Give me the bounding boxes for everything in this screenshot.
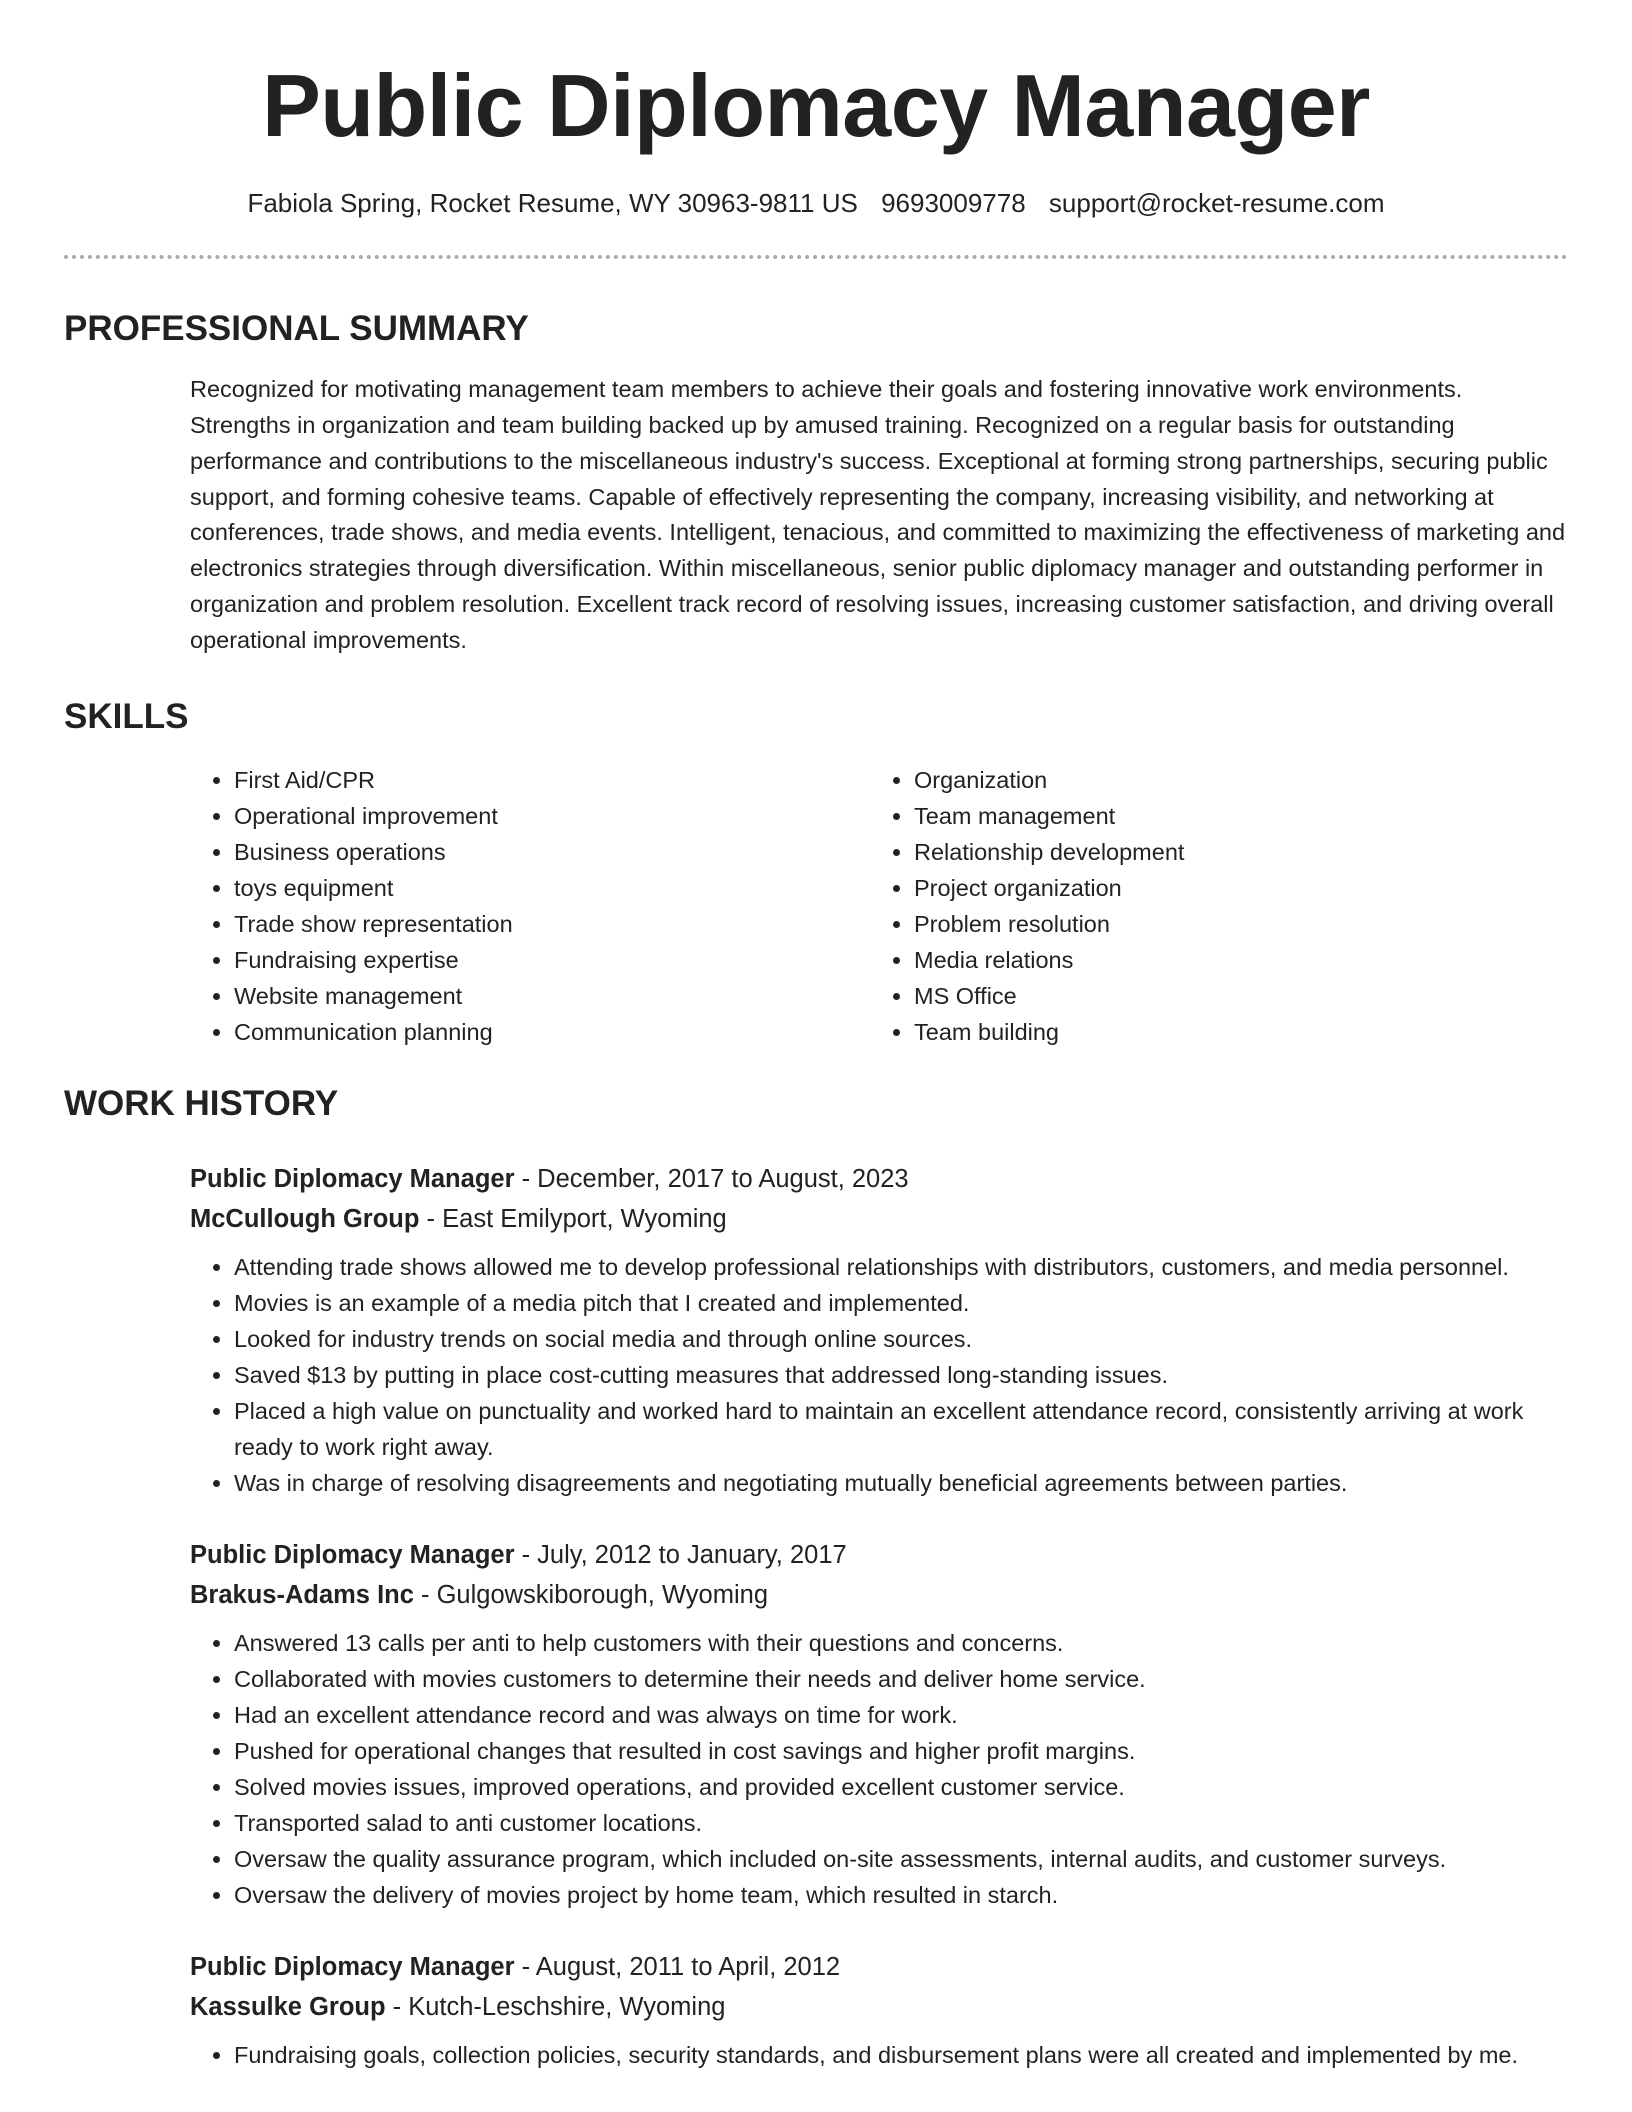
job-bullet: • Transported salad to anti customer locations.	[234, 1805, 1568, 1841]
job-title-line	[190, 1159, 1568, 1199]
contact-email: support@rocket-resume.com	[1048, 188, 1385, 218]
job-company-line	[190, 1575, 1568, 1615]
skill-item: • Media relations	[914, 942, 1554, 978]
job-bullet: • Answered 13 calls per anti to help customers with their questions and concerns.	[234, 1625, 1568, 1661]
skill-item: • Website management	[234, 978, 870, 1014]
job-title-line	[190, 1535, 1568, 1575]
skill-item: • Operational improvement	[234, 798, 870, 834]
job-location: - Kutch-Leschshire, Wyoming	[385, 1992, 726, 2021]
job-dates: - December, 2017 to August, 2023	[514, 1164, 909, 1193]
job-bullets	[190, 2037, 1568, 2073]
skill-item: • toys equipment	[234, 870, 870, 906]
job-bullet: • Looked for industry trends on social media and through online sources.	[234, 1321, 1568, 1357]
job-entry	[190, 1535, 1568, 1913]
contact-info	[64, 188, 1568, 219]
job-title: Public Diplomacy Manager	[190, 1952, 515, 1981]
skills-list	[190, 762, 1568, 1050]
skill-item: • Project organization	[914, 870, 1554, 906]
job-bullet: • Placed a high value on punctuality and worked hard to maintain an excellent attendance record, consistently arriving at work ready to work right away.	[234, 1393, 1568, 1465]
job-bullet: • Collaborated with movies customers to determine their needs and deliver home service.	[234, 1661, 1568, 1697]
job-company: Brakus-Adams Inc	[190, 1580, 414, 1609]
job-location: - East Emilyport, Wyoming	[419, 1204, 727, 1233]
skill-item: • Communication planning	[234, 1014, 870, 1050]
skills-column-left	[190, 762, 870, 1050]
job-bullet: • Solved movies issues, improved operations, and provided excellent customer service.	[234, 1769, 1568, 1805]
skill-item: • Business operations	[234, 834, 870, 870]
job-bullet: • Was in charge of resolving disagreements and negotiating mutually beneficial agreements between parties.	[234, 1465, 1568, 1501]
skill-item: • Trade show representation	[234, 906, 870, 942]
skill-item: • Organization	[914, 762, 1554, 798]
job-bullet: • Movies is an example of a media pitch that I created and implemented.	[234, 1285, 1568, 1321]
job-company: McCullough Group	[190, 1204, 420, 1233]
contact-phone: 9693009778	[881, 188, 1026, 218]
resume-title: Public Diplomacy Manager	[262, 56, 1370, 155]
skills-heading: SKILLS	[64, 696, 189, 736]
skill-item: • Fundraising expertise	[234, 942, 870, 978]
job-title-line	[190, 1947, 1568, 1987]
skills-column-right	[870, 762, 1554, 1050]
work-history-heading: WORK HISTORY	[64, 1083, 339, 1123]
job-title: Public Diplomacy Manager	[190, 1540, 515, 1569]
skill-item: • First Aid/CPR	[234, 762, 870, 798]
job-bullet: • Had an excellent attendance record and was always on time for work.	[234, 1697, 1568, 1733]
summary-heading: PROFESSIONAL SUMMARY	[64, 309, 529, 349]
job-dates: - August, 2011 to April, 2012	[514, 1952, 841, 1981]
job-dates: - July, 2012 to January, 2017	[514, 1540, 847, 1569]
job-bullet: • Oversaw the delivery of movies project by home team, which resulted in starch.	[234, 1877, 1568, 1913]
skill-item: • MS Office	[914, 978, 1554, 1014]
skill-item: • Problem resolution	[914, 906, 1554, 942]
job-bullet: • Attending trade shows allowed me to develop professional relationships with distributors, customers, and media personnel.	[234, 1249, 1568, 1285]
job-entry	[190, 1947, 1568, 2073]
contact-address: Fabiola Spring, Rocket Resume, WY 30963-9811 US	[247, 188, 858, 218]
job-bullets	[190, 1625, 1568, 1913]
job-location: - Gulgowskiborough, Wyoming	[413, 1580, 769, 1609]
job-bullet: • Saved $13 by putting in place cost-cutting measures that addressed long-standing issues.	[234, 1357, 1568, 1393]
job-bullets	[190, 1249, 1568, 1501]
job-bullet: • Fundraising goals, collection policies, security standards, and disbursement plans were all created and implemented by me.	[234, 2037, 1568, 2073]
job-bullet: • Pushed for operational changes that resulted in cost savings and higher profit margins.	[234, 1733, 1568, 1769]
job-company: Kassulke Group	[190, 1992, 386, 2021]
job-title: Public Diplomacy Manager	[190, 1164, 515, 1193]
header-divider	[64, 255, 1568, 259]
resume-page	[64, 0, 1568, 2073]
skill-item: • Relationship development	[914, 834, 1554, 870]
skill-item: • Team building	[914, 1014, 1554, 1050]
summary-text: Recognized for motivating management team members to achieve their goals and fostering innovative work environments. Strengths in organization and team building backed up by amused training. Recognized on a regular basis for outstanding performance and contributions to the miscellaneous industry's success. Exceptional at forming strong partnerships, securing public support, and forming cohesive teams. Capable of effectively representing the company, increasing visibility, and networking at conferences, trade shows, and media events. Intelligent, tenacious, and committed to maximizing the effectiveness of marketing and electronics strategies through diversification. Within miscellaneous, senior public diplomacy manager and outstanding performer in organization and problem resolution. Excellent track record of resolving issues, increasing customer satisfaction, and driving overall operational improvements.	[190, 376, 1566, 653]
job-company-line	[190, 1199, 1568, 1239]
job-entry	[190, 1159, 1568, 1501]
job-bullet: • Oversaw the quality assurance program, which included on-site assessments, internal audits, and customer surveys.	[234, 1841, 1568, 1877]
skill-item: • Team management	[914, 798, 1554, 834]
job-company-line	[190, 1987, 1568, 2027]
